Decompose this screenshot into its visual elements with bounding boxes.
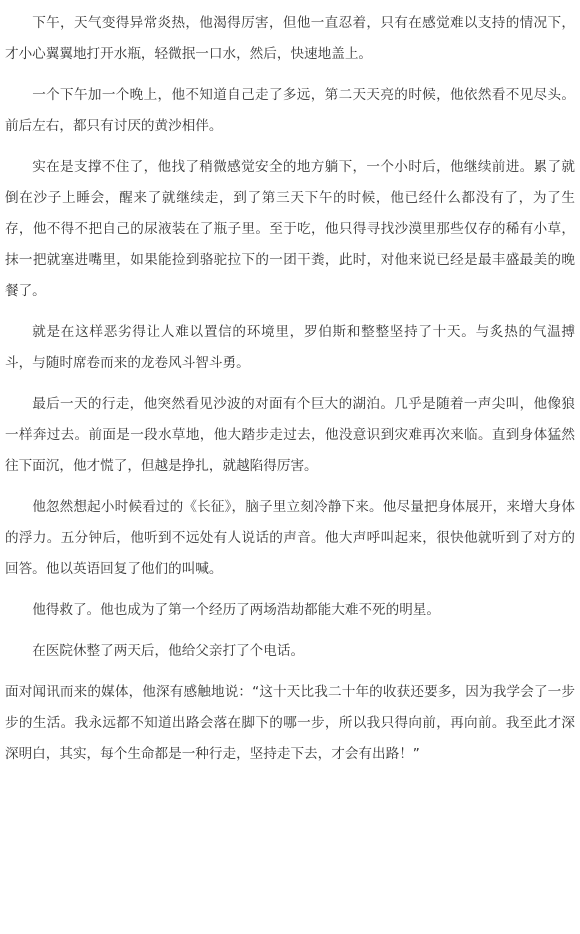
paragraph: 一个下午加一个晚上，他不知道自己走了多远，第二天天亮的时候，他依然看不见尽头。前后左右，都只有讨厌的黄沙相伴。	[5, 87, 575, 134]
paragraph: 就是在这样恶劣得让人难以置信的环境里，罗伯斯和整整坚持了十天。与炙热的气温搏斗，与随时席卷而来的龙卷风斗智斗勇。	[5, 324, 575, 371]
paragraph: 下午，天气变得异常炎热，他渴得厉害，但他一直忍着，只有在感觉难以支持的情况下，才小心翼翼地打开水瓶，轻微抿一口水，然后，快速地盖上。	[5, 15, 575, 62]
paragraph: 最后一天的行走，他突然看见沙波的对面有个巨大的湖泊。几乎是随着一声尖叫，他像狼一样奔过去。前面是一段水草地，他大踏步走过去，他没意识到灾难再次来临。直到身体猛然往下面沉，他才慌了，但越是挣扎，就越陷得厉害。	[5, 396, 575, 474]
paragraph: 实在是支撑不住了，他找了稍微感觉安全的地方躺下，一个小时后，他继续前进。累了就倒在沙子上睡会，醒来了就继续走，到了第三天下午的时候，他已经什么都没有了，为了生存，他不得不把自己的尿液装在了瓶子里。至于吃，他只得寻找沙漠里那些仅存的稀有小草，抹一把就塞进嘴里，如果能捡到骆驼拉下的一团干粪，此时，对他来说已经是最丰盛最美的晚餐了。	[5, 159, 575, 299]
paragraph: 他忽然想起小时候看过的《长征》，脑子里立刻冷静下来。他尽量把身体展开，来增大身体的浮力。五分钟后，他听到不远处有人说话的声音。他大声呼叫起来，很快他就听到了对方的回答。他以英语回复了他们的叫喊。	[5, 499, 575, 577]
paragraph: 他得救了。他也成为了第一个经历了两场浩劫都能大难不死的明星。	[32, 602, 440, 618]
paragraph: 在医院休整了两天后，他给父亲打了个电话。	[32, 643, 305, 659]
paragraph: 面对闻讯而来的媒体，他深有感触地说：“这十天比我二十年的收获还要多，因为我学会了一步步的生活。我永远都不知道出路会落在脚下的哪一步，所以我只得向前，再向前。我至此才深深明白，其实，每个生命都是一种行走，坚持走下去，才会有出路！”	[5, 684, 575, 762]
